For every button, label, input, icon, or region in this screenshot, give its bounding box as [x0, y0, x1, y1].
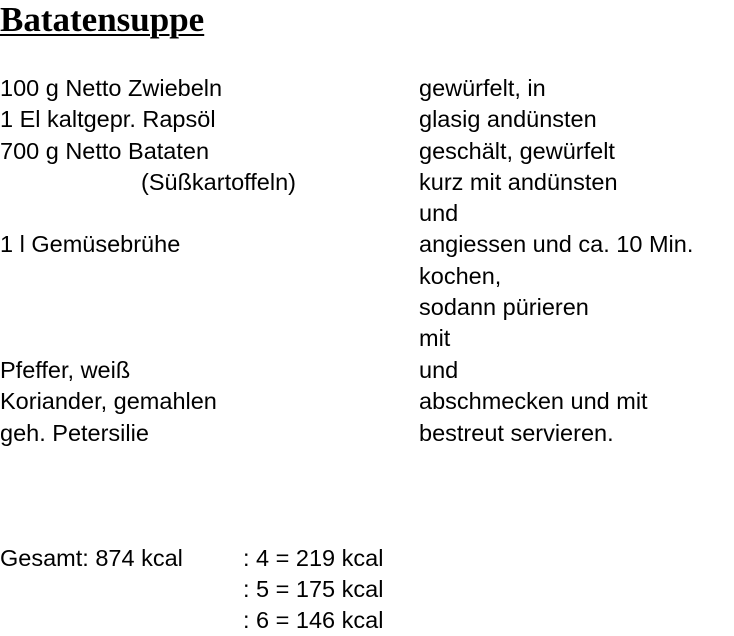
instruction-line: kochen, [419, 263, 502, 289]
instruction-line: und [419, 357, 459, 383]
instruction-line: glasig andünsten [419, 106, 597, 132]
instruction-line: kurz mit andünsten [419, 169, 618, 195]
ingredient-line: Pfeffer, weiß [0, 357, 131, 383]
ingredient-line: Koriander, gemahlen [0, 388, 217, 414]
ingredient-line: 700 g Netto Bataten [0, 138, 210, 164]
calories-portion: : 5 = 175 kcal [243, 576, 384, 602]
instruction-line: geschält, gewürfelt [419, 138, 615, 164]
instruction-line: mit [419, 325, 451, 351]
ingredient-line: 1 El kaltgepr. Rapsöl [0, 106, 216, 132]
instruction-line: angiessen und ca. 10 Min. [419, 231, 694, 257]
instruction-line: gewürfelt, in [419, 75, 546, 101]
calories-portion: : 6 = 146 kcal [243, 607, 384, 633]
ingredient-line: geh. Petersilie [0, 420, 149, 446]
recipe-title: Batatensuppe [0, 0, 205, 39]
calories-portion: : 4 = 219 kcal [243, 545, 384, 571]
ingredient-line: 100 g Netto Zwiebeln [0, 75, 223, 101]
ingredient-line: (Süßkartoffeln) [141, 169, 296, 195]
instruction-line: und [419, 200, 459, 226]
calories-total: Gesamt: 874 kcal [0, 545, 183, 571]
instruction-line: abschmecken und mit [419, 388, 648, 414]
instruction-line: bestreut servieren. [419, 420, 614, 446]
ingredient-line: 1 l Gemüsebrühe [0, 231, 181, 257]
instruction-line: sodann pürieren [419, 294, 589, 320]
